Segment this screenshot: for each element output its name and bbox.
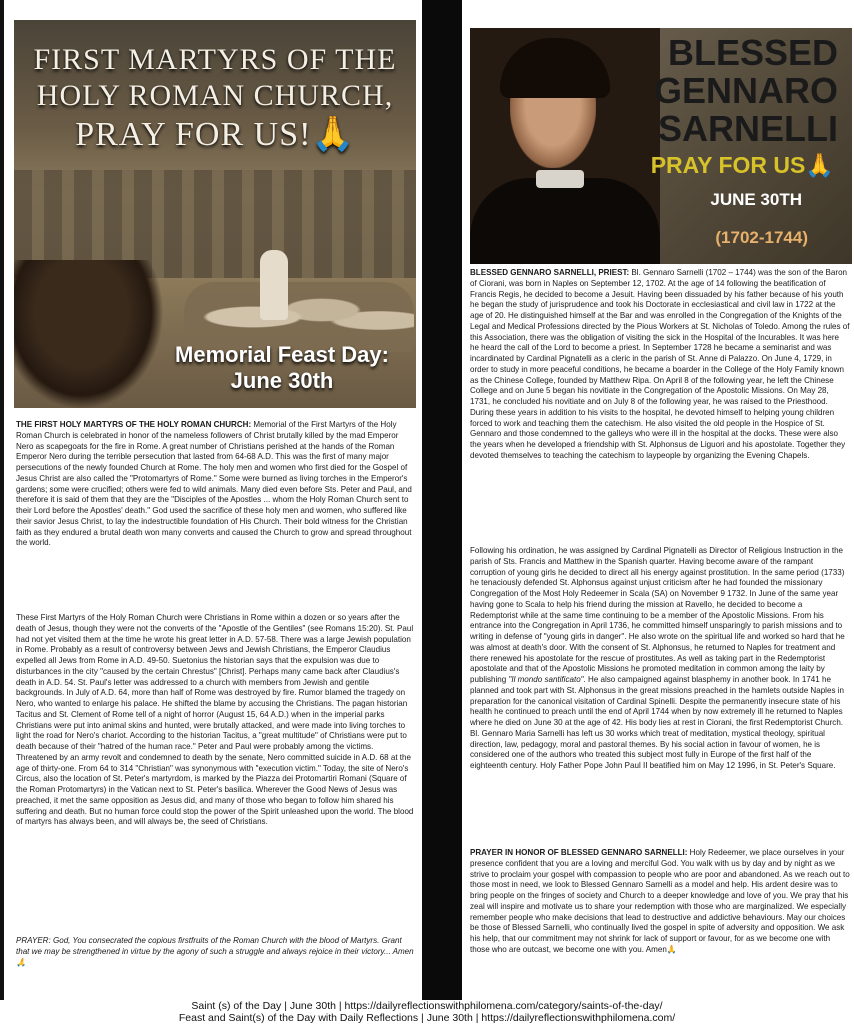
sarnelli-paragraph-2 [470, 546, 850, 772]
sarnelli-later-life-text: . He also campaigned against blasphemy in another book. In 1741 he planned and took part with St. Alphonsus in the great missions preached in the hamlets outside Naples in preparation for the canonical visitation of Cardinal Spinelli. Despite the permanently insecure state of his health he continued to preach until the end of April 1744 when by now extremely ill he returned to Naples where he died on June 30 at the age of 42. His body lies at rest in Ciorani, the first Redemptorist Church. Bl. Gennaro Maria Sarnelli has left us 30 works which treat of meditation, mystical theology, spiritual direction, law, pedagogy, moral and pastoral themes. By his social action in favour of women, he is considered one of the authors who treated this subject most fully in Europe of the first half of the eighteenth century. Holy Father Pope John Paul II beatified him on May 12 1996, in St. Peter's Square. [470, 675, 844, 770]
first-martyrs-prayer-text: PRAYER: God, You consecrated the copious firstfruits of the Roman Church with the blood of Martyrs. Grant that we may be strengthened in virtue by the agony of such a struggle and always rejoice in their victory... Amen🙏 [16, 936, 414, 967]
book-title: "Il mondo santificato" [508, 675, 584, 684]
portrait-robe [470, 178, 660, 264]
gennaro-sarnelli-panel [462, 0, 854, 1000]
caption-line-1: Saint (s) of the Day | June 30th | https://dailyreflectionswithphilomena.com/category/saints-of-the-day/ [191, 1000, 663, 1012]
first-martyrs-banner-image [14, 20, 416, 408]
banner-title-line-2: GENNARO [653, 70, 838, 111]
column-divider [422, 0, 462, 1000]
first-martyrs-intro: Memorial of the First Martyrs of the Holy Roman Church is celebrated in honor of the nameless followers of Christ brutally killed by the mad Emperor Nero as scapegoats for the fire in Rome. A great number of Christians perished at the hands of the Roman Emperor Nero during the terrible persecution that lasted from 64-68 A.D. This was the first of many major persecutions of the newly founded Church at Rome. The holy men and women who first died for the Gospel of Jesus Christ are also called the "Protomartyrs of Rome." Some were burned as living torches in the Emperor's gardens; some were crucified; others were fed to wild animals. Many died even before Sts. Peter and Paul, and therefore it is said of them that they are the "Disciples of the Apostles ... whom the Holy Roman Church sent to their Lord before the Apostles' death." God used the sacrifice of these holy men and women, who suffered like their savior Jesus Christ, to lay the indestructible foundation of His Church. Their bold witness for the Christian faith as they endured a brutal death won many converts and caused the Church to grow and spread throughout the world. [16, 420, 412, 548]
banner-title-line-3: SARNELLI [658, 108, 838, 149]
first-martyrs-prayer [16, 936, 416, 968]
gennaro-sarnelli-banner-image [470, 28, 852, 264]
first-martyrs-paragraph-1 [16, 420, 416, 549]
sarnelli-prayer-heading: PRAYER IN HONOR OF BLESSED GENNARO SARNELLI: [470, 848, 688, 857]
first-martyrs-panel [4, 0, 422, 1000]
sarnelli-ministry-text: Following his ordination, he was assigned by Cardinal Pignatelli as Director of Religious Instruction in the parish of Sts. Francis and Matthew in the Spanish quarter. Having become aware of the rampant corruption of young girls he decided to direct all his energy against prostitution. In the same period (1733) he tenaciously defended St. Alphonsus against unjust criticism after he had founded the missionary Congregation of the Most Holy Redeemer in Scala (SA) on November 9 1732. In June of the same year having gone to Scala to help his friend during the mission at Ravello, he decided to become a Redemptorist while at the same time continuing to be a member of the Apostolic Missions. From his entrance into the Congregation in April 1736, he committed himself unsparingly to parish missions and to writing in defense of "young girls in danger". He also wrote on the spiritual life and worked so hard that he was almost at death's door. With the consent of St. Alphonsus, he returned to Naples for treatment and there renewed his apostolate for the rescue of prostitutes. As well as taking part in the Redemptorist apostolate and that of the Apostolic Missions he promoted meditation in common among the laity by publishing [470, 546, 845, 684]
pray-for-us-label: PRAY FOR US🙏 [650, 152, 834, 178]
page-caption [0, 1000, 854, 1024]
lion-figure [14, 260, 164, 408]
banner-title-line-1: FIRST MARTYRS OF THE [33, 43, 397, 76]
standing-figure [260, 250, 288, 320]
feast-date-label: JUNE 30TH [710, 190, 802, 209]
life-years-label: (1702-1744) [715, 228, 808, 247]
banner-title-line-3: PRAY FOR US!🙏 [75, 116, 355, 153]
banner-title [628, 34, 838, 148]
banner-title-line-2: HOLY ROMAN CHURCH, [36, 79, 394, 112]
sarnelli-biography: Bl. Gennaro Sarnelli (1702 – 1744) was the son of the Baron of Ciorani, was born in Naples on September 12, 1702. At the age of 14 following the beatification of Francis Regis, he decided to become a Jesuit. Having been dissuaded by his father because of his youth he began the study of jurisprudence and took his Doctorate in ecclesiastical and civil law in 1722 at the age of 20. He distinguished himself at the Bar and was enrolled in the Congregation of the Knights of the Legal and Medical Professions directed by the Pious Workers at St. Nicholas of Toledo. Among the rules of this Association, there was the obligation of visiting the sick in the Hospital of the Incurables. It was here he heard the call of the Lord to become a priest. In September 1728 he became a seminarist and was incardinated by Cardinal Pignatelli as a cleric in the parish of St. Anne di Palazzo. On June 4, 1729, in order to study in more peaceful conditions, he became a boarder in the College of the Holy Family known as the Chinese College, founded by Matthew Ripa. On April 8 of the following year, he left the Chinese College and on June 5 began his novitiate in the Congregation of the Apostolic Missions. On May 28, 1731, he concluded his novitiate and on July 8 of the following year, he was raised to the Priesthood. During these years in addition to his visits to the hospital, he devoted himself to helping young children forced to work and teaching them the catechism. He also visited the old people in the Hospice of St. Gennaro and those condemned to the galleys who were ill in the hospital at the docks. These were also the years when he developed a friendship with St. Alphonsus de Liguori and his apostolate. Together they devoted themselves to teaching the catechism to laypeople by organizing the Evening Chapels. [470, 268, 850, 460]
feast-day-label [154, 342, 410, 394]
sarnelli-prayer-text: Holy Redeemer, we place ourselves in your presence confident that you are a loving and merciful God. You walk with us by day and by night as we strive to proclaim your gospel with compassion to people who are poor and abandoned. As we reach out to those most in need, we look to Blessed Gennaro Sarnelli as a model and help. His ardent desire was to bring people on the fringes of society and Church to a deeper knowledge and love of you. We pray that his zeal will inspire and motivate us to share your redemption with those who are marginalized. We especially remember people who make decisions that lead to destructive and addictive behaviours. May our choices be those of Blessed Sarnelli, who continually lived the gospel in spite of adversity and opposition. We ask his help, that our commitment may not shrink for lack of support or favour, for as we become one with those who are outcast, we become one with you. Amen🙏 [470, 848, 850, 954]
caption-line-2: Feast and Saint(s) of the Day with Daily Reflections | June 30th | https://dailyreflectionswithphilomena.com/ [178, 1012, 676, 1024]
sarnelli-paragraph-1 [470, 268, 850, 462]
sarnelli-heading: BLESSED GENNARO SARNELLI, PRIEST: [470, 268, 630, 277]
banner-title [14, 42, 416, 156]
first-martyrs-heading: THE FIRST HOLY MARTYRS OF THE HOLY ROMAN CHURCH: [16, 420, 252, 429]
feast-day-line-2: June 30th [230, 368, 334, 393]
first-martyrs-paragraph-2: These First Martyrs of the Holy Roman Church were Christians in Rome within a dozen or so years after the death of Jesus, though they were not the converts of the "Apostle of the Gentiles" (see Romans 15:20). St. Paul had not yet visited them at the time he wrote his great letter in A.D. 57-58. There was a large Jewish population in Rome. Probably as a result of controversy between Jews and Jewish Christians, the Emperor Claudius expelled all Jews from Rome in A.D. 49-50. Suetonius the historian says that the expulsion was due to disturbances in the city "caused by the certain Chrestus" [Christ]. Perhaps many came back after Claudius's death in A.D. 54. St. Paul's letter was addressed to a church with members from Jewish and gentile backgrounds. In July of A.D. 64, more than half of Rome was destroyed by fire. Rumor blamed the tragedy on Nero, who wanted to enlarge his palace. He shifted the blame by accusing the Christians. The pagan historian Tacitus and St. Clement of Rome tell of a night of horror (August 15, 64 A.D.) when in the imperial parks Christians were put into animal skins and hunted, were brutally attacked, and were made into living torches to light the road for Nero's chariot. According to the historian Tacitus, a "great multitude" of Christians were put to death because of their "hatred of the human race." Peter and Paul were probably among the victims. Threatened by an army revolt and condemned to death by the senate, Nero committed suicide in A.D. 68 at the age of thirty-one. From 64 to 314 "Christian" was synonymous with "execution victim." Today, the site of Nero's Circus, also the location of St. Peter's martyrdom, is marked by the Piazza dei Protomartiri Romani (Square of the Roman Protomartyrs) in the Vatican next to St. Peter's basilica. Wherever the Good News of Jesus was preached, it met the same opposition as Jesus did, and many of those who began to follow him shared his suffering and death. But no human force could stop the power of the Spirit unleashed upon the world. The blood of martyrs has always been, and will always be, the seed of Christians. [16, 613, 414, 827]
sarnelli-prayer [470, 848, 850, 956]
banner-title-line-1: BLESSED [667, 32, 838, 73]
feast-day-line-1: Memorial Feast Day: [175, 342, 389, 367]
portrait-collar [536, 170, 584, 188]
